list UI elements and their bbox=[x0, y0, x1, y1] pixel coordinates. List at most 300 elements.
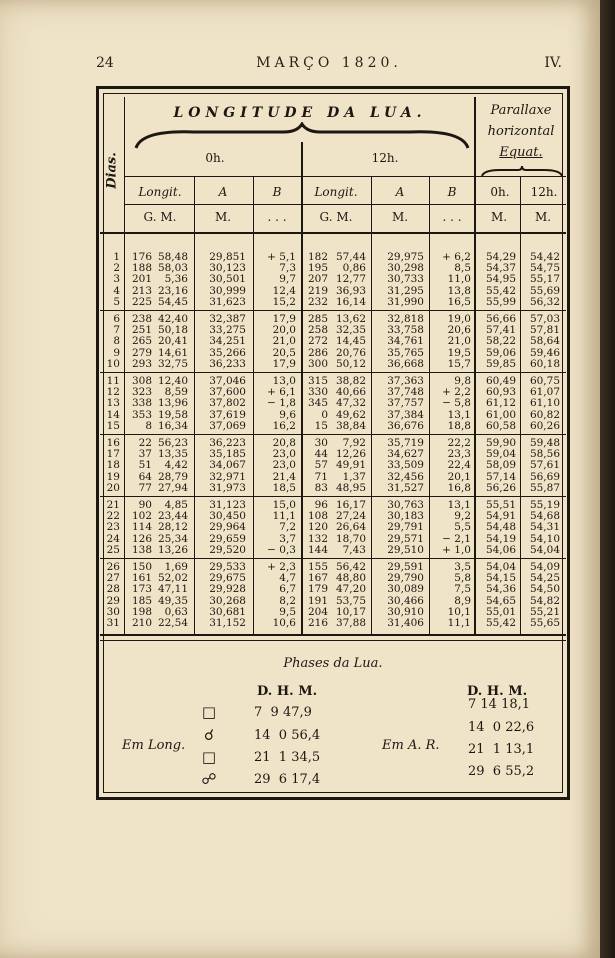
table-cell: + 5,1 bbox=[267, 251, 296, 263]
table-cell: 60,82 bbox=[529, 408, 560, 421]
table-cell: 20,0 bbox=[272, 324, 296, 337]
table-cell: 29,510 bbox=[387, 543, 424, 556]
table-cell: 32,387 bbox=[209, 313, 246, 325]
table-cell: 48,80 bbox=[335, 572, 366, 585]
table-cell: 3,7 bbox=[279, 532, 296, 545]
grid-line bbox=[194, 176, 195, 634]
table-cell: 37,748 bbox=[387, 386, 424, 399]
table-cell: 29,591 bbox=[387, 561, 424, 573]
table-cell: 30,501 bbox=[209, 273, 246, 286]
table-cell: 55,21 bbox=[529, 605, 560, 618]
col-head-a-0h: A bbox=[218, 185, 228, 199]
table-cell: 54,68 bbox=[529, 510, 560, 523]
table-cell: 60,26 bbox=[529, 419, 560, 432]
table-cell: 279 bbox=[131, 346, 152, 359]
table-cell: 6,7 bbox=[279, 583, 296, 596]
table-cell: 57,14 bbox=[485, 470, 516, 483]
table-cell: 14,45 bbox=[335, 335, 366, 348]
table-cell: 57,61 bbox=[529, 459, 560, 472]
table-cell: 25,34 bbox=[157, 532, 188, 545]
day-cell: 17 bbox=[106, 448, 120, 461]
table-cell: 345 bbox=[307, 397, 328, 410]
day-cell: 19 bbox=[106, 470, 120, 483]
table-cell: 59,90 bbox=[485, 437, 516, 449]
grid-line bbox=[520, 176, 521, 634]
table-cell: 12,26 bbox=[335, 448, 366, 461]
grid-line bbox=[100, 640, 566, 641]
day-cell: 15 bbox=[106, 419, 120, 432]
table-cell: 56,42 bbox=[335, 561, 366, 573]
table-cell: 11,1 bbox=[447, 617, 471, 629]
unit-m-parallax-0h: M. bbox=[490, 210, 508, 224]
table-cell: 31,990 bbox=[387, 295, 424, 308]
table-cell: 44 bbox=[314, 448, 328, 461]
unit-m-a-12h: M. bbox=[391, 210, 409, 224]
table-cell: 10,1 bbox=[447, 605, 471, 618]
table-cell: 47,11 bbox=[157, 583, 188, 596]
table-cell: 32,971 bbox=[209, 470, 246, 483]
table-cell: 338 bbox=[131, 397, 152, 410]
table-cell: 16,34 bbox=[157, 419, 188, 432]
table-cell: 61,07 bbox=[529, 386, 560, 399]
phase-ar-value: 14 0 22,6 bbox=[468, 720, 535, 735]
table-cell: 31,123 bbox=[209, 499, 246, 511]
table-cell: 308 bbox=[131, 375, 152, 387]
table-cell: 238 bbox=[131, 313, 152, 325]
table-cell: 219 bbox=[307, 284, 328, 297]
day-cell: 8 bbox=[113, 335, 120, 348]
table-cell: 225 bbox=[131, 295, 152, 308]
table-cell: 55,19 bbox=[529, 499, 560, 511]
table-cell: 204 bbox=[307, 605, 328, 618]
table-cell: 53,75 bbox=[335, 594, 366, 607]
table-cell: 29,975 bbox=[387, 251, 424, 263]
table-cell: 23,0 bbox=[272, 448, 296, 461]
day-cell: 24 bbox=[106, 532, 120, 545]
table-cell: 22,4 bbox=[447, 459, 471, 472]
parallax-title-line: horizontal bbox=[487, 124, 555, 139]
table-cell: 29,520 bbox=[209, 543, 246, 556]
parallax-12h-label: 12h. bbox=[530, 185, 558, 199]
grid-line bbox=[100, 232, 566, 234]
table-cell: 8,59 bbox=[164, 386, 188, 399]
table-cell: 28,79 bbox=[157, 470, 188, 483]
table-cell: 57,81 bbox=[529, 324, 560, 337]
table-cell: 30,123 bbox=[209, 262, 246, 275]
em-ar-label: Em A. R. bbox=[382, 738, 440, 753]
table-cell: 21,0 bbox=[447, 335, 471, 348]
table-cell: 58,22 bbox=[485, 335, 516, 348]
table-cell: 5,8 bbox=[454, 572, 471, 585]
table-cell: 36,223 bbox=[209, 437, 246, 449]
table-cell: 40,66 bbox=[335, 386, 366, 399]
table-cell: − 0,3 bbox=[267, 543, 296, 556]
table-cell: 59,85 bbox=[485, 357, 516, 370]
table-cell: 19,5 bbox=[447, 346, 471, 359]
table-cell: 30,298 bbox=[387, 262, 424, 275]
day-cell: 2 bbox=[113, 262, 120, 275]
table-cell: 32,456 bbox=[387, 470, 424, 483]
table-cell: 7,43 bbox=[342, 543, 366, 556]
table-cell: 13,1 bbox=[447, 499, 471, 511]
table-cell: 29,659 bbox=[209, 532, 246, 545]
col-head-longit-12h: Longit. bbox=[314, 185, 358, 199]
table-cell: 96 bbox=[314, 499, 328, 511]
day-cell: 18 bbox=[106, 459, 120, 472]
table-cell: 8,2 bbox=[279, 594, 296, 607]
table-cell: 185 bbox=[131, 594, 152, 607]
day-cell: 21 bbox=[106, 499, 120, 511]
table-cell: 37,88 bbox=[335, 617, 366, 629]
table-cell: 56,32 bbox=[529, 295, 560, 308]
table-cell: 0,63 bbox=[164, 605, 188, 618]
table-cell: 59,04 bbox=[485, 448, 516, 461]
table-cell: 34,627 bbox=[387, 448, 424, 461]
table-cell: 55,69 bbox=[529, 284, 560, 297]
table-cell: 60,49 bbox=[485, 375, 516, 387]
longitude-title: LONGITUDE DA LUA. bbox=[173, 105, 427, 121]
phase-ar-value: 29 6 55,2 bbox=[468, 764, 535, 779]
table-cell: 31,973 bbox=[209, 481, 246, 494]
table-cell: 37 bbox=[138, 448, 152, 461]
table-cell: 30,466 bbox=[387, 594, 424, 607]
table-cell: + 2,2 bbox=[442, 386, 471, 399]
table-cell: 51 bbox=[138, 459, 152, 472]
table-cell: 198 bbox=[131, 605, 152, 618]
table-cell: 58,03 bbox=[157, 262, 188, 275]
page-edge bbox=[600, 0, 615, 958]
table-cell: + 6,2 bbox=[442, 251, 471, 263]
table-cell: 19,0 bbox=[447, 313, 471, 325]
table-cell: 13,35 bbox=[157, 448, 188, 461]
table-cell: 54,04 bbox=[485, 561, 516, 573]
table-cell: 191 bbox=[307, 594, 328, 607]
table-cell: 31,623 bbox=[209, 295, 246, 308]
table-cell: 55,01 bbox=[485, 605, 516, 618]
grid-line bbox=[100, 558, 566, 559]
table-cell: 23,44 bbox=[157, 510, 188, 523]
table-cell: 330 bbox=[307, 386, 328, 399]
table-cell: 7,5 bbox=[454, 583, 471, 596]
table-cell: 258 bbox=[307, 324, 328, 337]
table-cell: 20,76 bbox=[335, 346, 366, 359]
page-number: 24 bbox=[96, 55, 114, 71]
table-cell: 13,62 bbox=[335, 313, 366, 325]
hour-12-label: 12h. bbox=[371, 151, 399, 165]
table-cell: 11,0 bbox=[447, 273, 471, 286]
table-cell: 54,42 bbox=[529, 251, 560, 263]
table-cell: 150 bbox=[131, 561, 152, 573]
table-cell: 15,7 bbox=[447, 357, 471, 370]
table-cell: 71 bbox=[314, 470, 328, 483]
table-cell: 144 bbox=[307, 543, 328, 556]
phase-long-value: 21 1 34,5 bbox=[254, 750, 321, 765]
table-cell: 20,6 bbox=[447, 324, 471, 337]
table-cell: 18,70 bbox=[335, 532, 366, 545]
table-cell: 27,24 bbox=[335, 510, 366, 523]
table-cell: 31,152 bbox=[209, 617, 246, 629]
table-cell: 29,791 bbox=[387, 521, 424, 534]
table-cell: 54,37 bbox=[485, 262, 516, 275]
table-cell: 19,58 bbox=[157, 408, 188, 421]
table-cell: 155 bbox=[307, 561, 328, 573]
table-cell: 265 bbox=[131, 335, 152, 348]
table-cell: 13,1 bbox=[447, 408, 471, 421]
table-cell: 20,5 bbox=[272, 346, 296, 359]
table-cell: 29,533 bbox=[209, 561, 246, 573]
table-cell: 17,9 bbox=[272, 313, 296, 325]
table-cell: 54,19 bbox=[485, 532, 516, 545]
day-cell: 16 bbox=[106, 437, 120, 449]
table-cell: 33,275 bbox=[209, 324, 246, 337]
table-cell: 30,999 bbox=[209, 284, 246, 297]
grid-line bbox=[100, 372, 566, 373]
table-cell: 47,32 bbox=[335, 397, 366, 410]
day-cell: 3 bbox=[113, 273, 120, 286]
unit-m-a-0h: M. bbox=[214, 210, 232, 224]
table-cell: 30,910 bbox=[387, 605, 424, 618]
table-cell: 29,851 bbox=[209, 251, 246, 263]
table-cell: 35,719 bbox=[387, 437, 424, 449]
table-cell: 42,40 bbox=[157, 313, 188, 325]
table-cell: 37,046 bbox=[209, 375, 246, 387]
table-cell: 286 bbox=[307, 346, 328, 359]
table-cell: 23,0 bbox=[272, 459, 296, 472]
table-cell: 54,09 bbox=[529, 561, 560, 573]
table-cell: 32,818 bbox=[387, 313, 424, 325]
phase-long-value: 7 9 47,9 bbox=[254, 705, 312, 720]
table-cell: 15 bbox=[314, 419, 328, 432]
table-cell: 29,964 bbox=[209, 521, 246, 534]
table-cell: 55,17 bbox=[529, 273, 560, 286]
table-cell: 34,251 bbox=[209, 335, 246, 348]
table-cell: 34,067 bbox=[209, 459, 246, 472]
em-long-label: Em Long. bbox=[122, 738, 186, 753]
table-cell: 54,04 bbox=[529, 543, 560, 556]
table-cell: 23,3 bbox=[447, 448, 471, 461]
table-cell: + 6,1 bbox=[267, 386, 296, 399]
table-cell: 114 bbox=[131, 521, 152, 534]
unit-gm-12h: G. M. bbox=[319, 210, 353, 224]
table-cell: 60,93 bbox=[485, 386, 516, 399]
table-cell: 36,668 bbox=[387, 357, 424, 370]
day-cell: 6 bbox=[113, 313, 120, 325]
table-cell: 50,18 bbox=[157, 324, 188, 337]
table-cell: 18,8 bbox=[447, 419, 471, 432]
table-cell: 29,571 bbox=[387, 532, 424, 545]
table-cell: 293 bbox=[131, 357, 152, 370]
table-cell: 54,31 bbox=[529, 521, 560, 534]
table-cell: 29,928 bbox=[209, 583, 246, 596]
table-cell: − 2,1 bbox=[442, 532, 471, 545]
day-cell: 20 bbox=[106, 481, 120, 494]
section-number: IV. bbox=[544, 55, 562, 71]
running-head bbox=[96, 55, 562, 75]
table-cell: 58,56 bbox=[529, 448, 560, 461]
table-cell: 60,75 bbox=[529, 375, 560, 387]
table-cell: 30,733 bbox=[387, 273, 424, 286]
phase-long-value: 29 6 17,4 bbox=[254, 772, 321, 787]
grid-line bbox=[124, 176, 566, 177]
day-cell: 28 bbox=[106, 583, 120, 596]
table-cell: 54,75 bbox=[529, 262, 560, 275]
table-cell: 30,450 bbox=[209, 510, 246, 523]
table-cell: 29,675 bbox=[209, 572, 246, 585]
table-cell: 16,8 bbox=[447, 481, 471, 494]
table-cell: 9,2 bbox=[454, 510, 471, 523]
table-cell: + 1,0 bbox=[442, 543, 471, 556]
table-cell: 285 bbox=[307, 313, 328, 325]
table-cell: 179 bbox=[307, 583, 328, 596]
table-cell: 20,41 bbox=[157, 335, 188, 348]
table-cell: 34,761 bbox=[387, 335, 424, 348]
table-cell: 77 bbox=[138, 481, 152, 494]
parallax-title-line: Parallaxe bbox=[490, 103, 552, 118]
table-cell: 10,6 bbox=[272, 617, 296, 629]
table-cell: 18,5 bbox=[272, 481, 296, 494]
table-cell: 37,757 bbox=[387, 397, 424, 410]
table-cell: 213 bbox=[131, 284, 152, 297]
table-cell: 5,36 bbox=[164, 273, 188, 286]
table-cell: 57,44 bbox=[335, 251, 366, 263]
table-cell: 300 bbox=[307, 357, 328, 370]
grid-line bbox=[100, 310, 566, 311]
table-cell: 16,5 bbox=[447, 295, 471, 308]
table-cell: 10,17 bbox=[335, 605, 366, 618]
table-cell: 35,185 bbox=[209, 448, 246, 461]
table-cell: 21,4 bbox=[272, 470, 296, 483]
day-cell: 9 bbox=[113, 346, 120, 359]
table-cell: 55,51 bbox=[485, 499, 516, 511]
table-cell: 57 bbox=[314, 459, 328, 472]
days-label: Dias. bbox=[104, 151, 120, 189]
table-cell: 32,35 bbox=[335, 324, 366, 337]
table-cell: 251 bbox=[131, 324, 152, 337]
col-head-longit-0h: Longit. bbox=[138, 185, 182, 199]
table-cell: 22,54 bbox=[157, 617, 188, 629]
table-cell: 54,36 bbox=[485, 583, 516, 596]
grid-line bbox=[124, 204, 566, 205]
grid-line bbox=[371, 176, 372, 634]
day-cell: 31 bbox=[106, 617, 120, 629]
day-cell: 27 bbox=[106, 572, 120, 585]
table-cell: 16,17 bbox=[335, 499, 366, 511]
table-cell: 161 bbox=[131, 572, 152, 585]
table-cell: 58,64 bbox=[529, 335, 560, 348]
table-cell: 4,7 bbox=[279, 572, 296, 585]
day-cell: 12 bbox=[106, 386, 120, 399]
phase-long-value: 14 0 56,4 bbox=[254, 728, 321, 743]
table-cell: 54,91 bbox=[485, 510, 516, 523]
table-cell: 7,3 bbox=[279, 262, 296, 275]
table-cell: 21,0 bbox=[272, 335, 296, 348]
table-cell: 0 bbox=[321, 408, 328, 421]
table-cell: 26,64 bbox=[335, 521, 366, 534]
day-cell: 25 bbox=[106, 543, 120, 556]
grid-line bbox=[474, 97, 476, 634]
table-cell: 49,35 bbox=[157, 594, 188, 607]
table-cell: 37,069 bbox=[209, 419, 246, 432]
table-cell: 195 bbox=[307, 262, 328, 275]
table-cell: 16,14 bbox=[335, 295, 366, 308]
table-cell: 54,95 bbox=[485, 273, 516, 286]
table-cell: 15,2 bbox=[272, 295, 296, 308]
table-cell: 37,384 bbox=[387, 408, 424, 421]
parallax-title-line: Equat. bbox=[499, 145, 543, 160]
table-cell: 108 bbox=[307, 510, 328, 523]
grid-line bbox=[124, 97, 125, 634]
table-cell: 173 bbox=[131, 583, 152, 596]
table-cell: 30,681 bbox=[209, 605, 246, 618]
day-cell: 26 bbox=[106, 561, 120, 573]
table-cell: 102 bbox=[131, 510, 152, 523]
day-cell: 4 bbox=[113, 284, 120, 297]
table-cell: 38,82 bbox=[335, 375, 366, 387]
table-cell: 55,65 bbox=[529, 617, 560, 629]
table-cell: 58,48 bbox=[157, 251, 188, 263]
table-cell: 36,93 bbox=[335, 284, 366, 297]
table-cell: 22,2 bbox=[447, 437, 471, 449]
table-cell: 90 bbox=[138, 499, 152, 511]
table-cell: 30 bbox=[314, 437, 328, 449]
table-cell: 29,790 bbox=[387, 572, 424, 585]
table-cell: 17,9 bbox=[272, 357, 296, 370]
table-cell: 210 bbox=[131, 617, 152, 629]
table-cell: − 1,8 bbox=[267, 397, 296, 410]
table-cell: 1,37 bbox=[342, 470, 366, 483]
phase-symbol-icon: ☍ bbox=[201, 770, 217, 788]
table-cell: 138 bbox=[131, 543, 152, 556]
table-cell: 49,62 bbox=[335, 408, 366, 421]
phase-symbol-icon: ☌ bbox=[203, 726, 215, 744]
table-cell: 232 bbox=[307, 295, 328, 308]
table-cell: 11,1 bbox=[272, 510, 296, 523]
table-cell: 54,50 bbox=[529, 583, 560, 596]
table-cell: 13,96 bbox=[157, 397, 188, 410]
table-cell: 54,10 bbox=[529, 532, 560, 545]
table-cell: 5,5 bbox=[454, 521, 471, 534]
table-cell: 55,99 bbox=[485, 295, 516, 308]
table-cell: 60,58 bbox=[485, 419, 516, 432]
table-cell: 57,03 bbox=[529, 313, 560, 325]
table-cell: 37,802 bbox=[209, 397, 246, 410]
table-cell: 56,26 bbox=[485, 481, 516, 494]
day-cell: 30 bbox=[106, 605, 120, 618]
table-cell: 58,09 bbox=[485, 459, 516, 472]
table-cell: 23,16 bbox=[157, 284, 188, 297]
parallax-0h-label: 0h. bbox=[490, 185, 510, 199]
table-cell: 54,29 bbox=[485, 251, 516, 263]
table-cell: 55,42 bbox=[485, 284, 516, 297]
col-head-b-12h: B bbox=[447, 185, 457, 199]
day-cell: 11 bbox=[106, 375, 120, 387]
table-cell: 9,5 bbox=[279, 605, 296, 618]
table-cell: + 2,3 bbox=[267, 561, 296, 573]
page-title: MARÇO 1820. bbox=[256, 55, 402, 71]
table-cell: 49,91 bbox=[335, 459, 366, 472]
table-cell: 353 bbox=[131, 408, 152, 421]
unit-gm-0h: G. M. bbox=[143, 210, 177, 224]
table-cell: 9,7 bbox=[279, 273, 296, 286]
table-cell: 132 bbox=[307, 532, 328, 545]
table-cell: 35,765 bbox=[387, 346, 424, 359]
day-cell: 5 bbox=[113, 295, 120, 308]
table-cell: 33,509 bbox=[387, 459, 424, 472]
table-cell: 37,600 bbox=[209, 386, 246, 399]
table-cell: 120 bbox=[307, 521, 328, 534]
table-cell: 47,20 bbox=[335, 583, 366, 596]
table-cell: 59,06 bbox=[485, 346, 516, 359]
